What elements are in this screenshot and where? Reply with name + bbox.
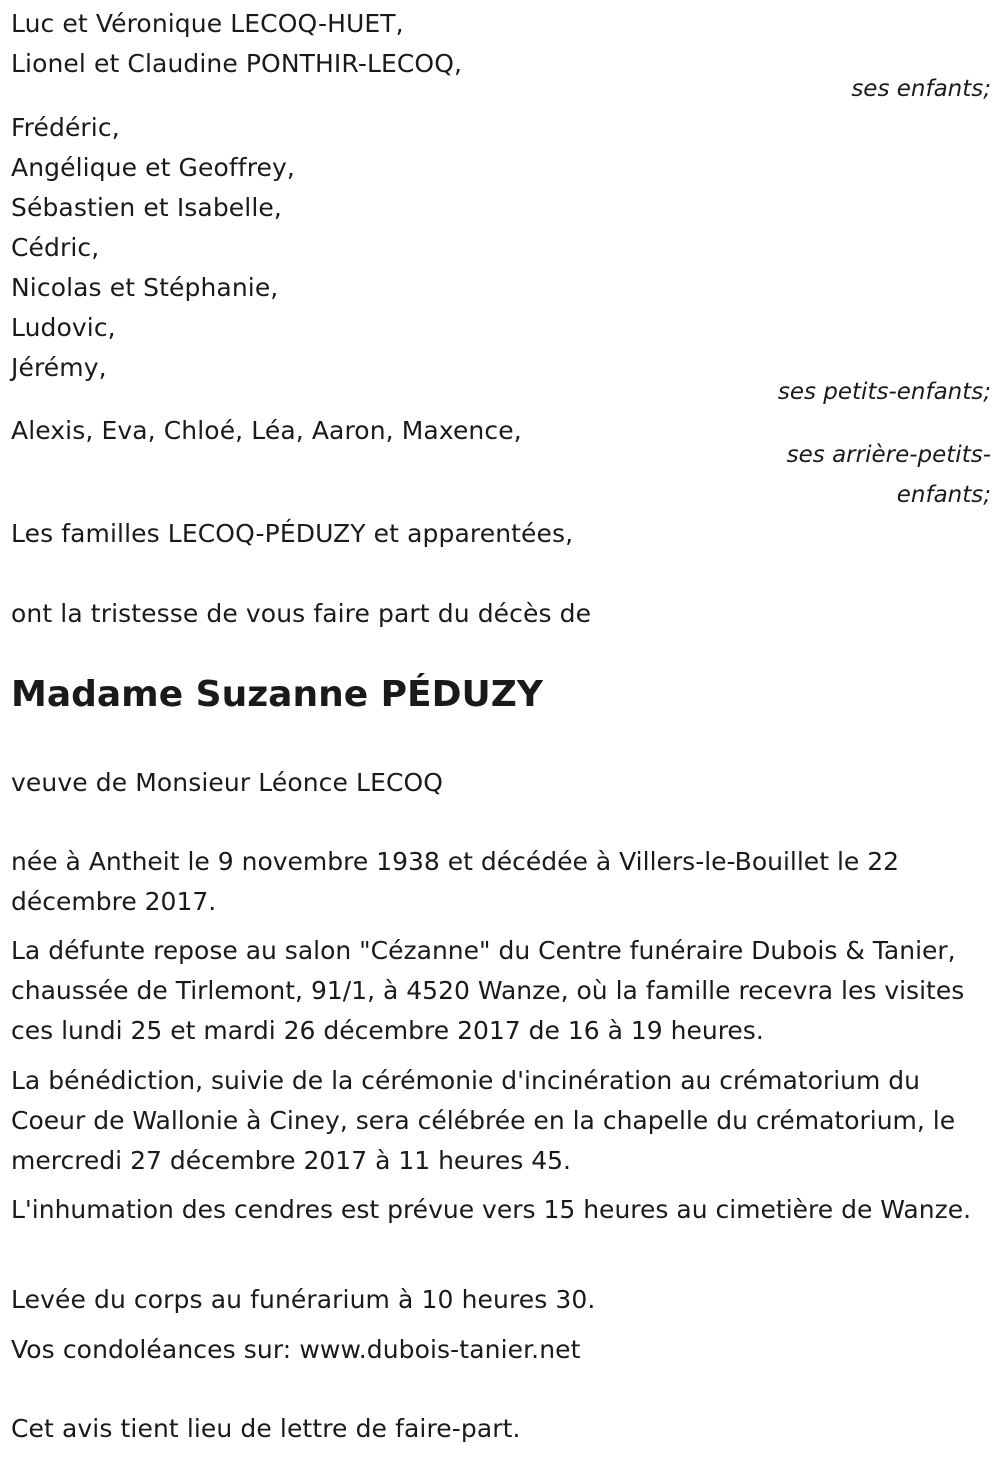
- children-role: ses enfants;: [851, 76, 991, 102]
- departure-line: Levée du corps au funérarium à 10 heures 30.: [11, 1285, 596, 1314]
- closing-line: Cet avis tient lieu de lettre de faire-part.: [11, 1414, 521, 1443]
- great-grandchildren-line: Alexis, Eva, Chloé, Léa, Aaron, Maxence,: [11, 416, 522, 445]
- announcement-line: ont la tristesse de vous faire part du décès de: [11, 599, 592, 628]
- grandchild-line-6: Ludovic,: [11, 313, 116, 342]
- condolences-line: Vos condoléances sur: www.dubois-tanier.net: [11, 1335, 581, 1364]
- great-grandchildren-role-1: ses arrière-petits-: [786, 442, 991, 468]
- child-line-2: Lionel et Claudine PONTHIR-LECOQ,: [11, 49, 463, 78]
- families-line: Les familles LECOQ-PÉDUZY et apparentées,: [11, 519, 574, 548]
- grandchild-line-1: Frédéric,: [11, 113, 120, 142]
- ceremony-paragraph: La bénédiction, suivie de la cérémonie d'incinération au crématorium du Coeur de Wallonie à Ciney, sera célébrée en la chapelle du crématorium, le mercredi 27 décembre 2017 à 11 heures 45.: [11, 1066, 956, 1175]
- grandchild-line-5: Nicolas et Stéphanie,: [11, 273, 279, 302]
- birth-death-paragraph: née à Antheit le 9 novembre 1938 et décédée à Villers-le-Bouillet le 22 décembre 2017.: [11, 847, 900, 916]
- grandchild-line-2: Angélique et Geoffrey,: [11, 153, 295, 182]
- grandchild-line-7: Jérémy,: [11, 353, 107, 382]
- child-line-1: Luc et Véronique LECOQ-HUET,: [11, 9, 404, 38]
- great-grandchildren-role-2: enfants;: [896, 482, 991, 508]
- viewing-paragraph: La défunte repose au salon "Cézanne" du Centre funéraire Dubois & Tanier, chaussée de Tirlemont, 91/1, à 4520 Wanze, où la famille recevra les visites ces lundi 25 et mardi 26 décembre 2017 de 16 à 19 heures.: [11, 936, 965, 1045]
- deceased-name: Madame Suzanne PÉDUZY: [11, 674, 543, 715]
- grandchild-line-4: Cédric,: [11, 233, 100, 262]
- grandchildren-role: ses petits-enfants;: [777, 379, 991, 405]
- widow-of-line: veuve de Monsieur Léonce LECOQ: [11, 768, 444, 797]
- grandchild-line-3: Sébastien et Isabelle,: [11, 193, 282, 222]
- burial-paragraph: L'inhumation des cendres est prévue vers 15 heures au cimetière de Wanze.: [11, 1195, 972, 1224]
